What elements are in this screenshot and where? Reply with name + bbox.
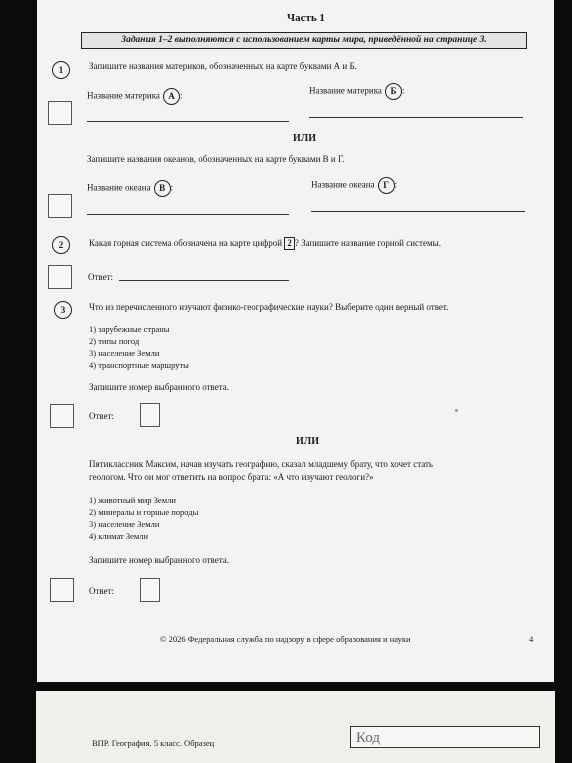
task-3-alt-option-1: 1) животный мир Земли — [89, 495, 176, 505]
ocean-g-label-text: Название океана — [311, 179, 375, 190]
continent-a-label-text: Название материка — [87, 90, 160, 101]
task-2-prompt-end: ? Запишите название горной системы. — [294, 238, 441, 248]
task-3-instruction: Запишите номер выбранного ответа. — [89, 382, 230, 392]
task-3-alt-prompt-line-2: геологом. Что он мог ответить на вопрос брата: «А что изучают геологи?» — [89, 472, 374, 482]
task-1-alt-score-box — [48, 194, 72, 218]
task-3-alt-answer-box[interactable] — [140, 578, 160, 602]
code-field[interactable] — [350, 726, 540, 748]
part-title: Часть 1 — [287, 12, 325, 24]
task-3-option-4: 4) транспортные маршруты — [89, 360, 189, 370]
task-3-answer-label: Ответ: — [89, 411, 115, 421]
letter-g-badge: Г — [378, 177, 395, 194]
instructions-banner: Задания 1–2 выполняются с использованием карты мира, приведённой на странице 3. — [81, 32, 527, 49]
map-digit-box: 2 — [284, 237, 295, 250]
next-page-subject: ВПР. География. 5 класс. Образец — [92, 738, 215, 748]
task-3-option-2: 2) типы погод — [89, 336, 140, 346]
task-2-number: 2 — [52, 236, 70, 254]
task-1-prompt: Запишите названия материков, обозначенных на карте буквами А и Б. — [89, 61, 357, 71]
continent-a-label: Название материка А : — [87, 88, 182, 105]
task-3-number: 3 — [54, 301, 72, 319]
continent-b-label: Название материка Б : — [309, 83, 404, 100]
task-3-alt-score-box — [50, 578, 74, 602]
task-1-number: 1 — [52, 61, 70, 79]
task-3-alt-option-2: 2) минералы и горные породы — [89, 507, 199, 517]
task-2-answer-label: Ответ: — [88, 272, 114, 282]
continent-a-answer-line[interactable] — [87, 121, 289, 122]
task-3-score-box — [50, 404, 74, 428]
task-3-alt-answer-label: Ответ: — [89, 586, 115, 596]
task-3-alt-prompt-line-1: Пятиклассник Максим, начав изучать географию, сказал младшему брату, что хочет стать — [89, 459, 434, 469]
next-page — [36, 691, 555, 763]
task-3-answer-box[interactable] — [140, 403, 160, 427]
task-1-alt-prompt: Запишите названия океанов, обозначенных на карте буквами В и Г. — [87, 154, 345, 164]
letter-b-badge: Б — [385, 83, 402, 100]
ocean-v-answer-line[interactable] — [87, 214, 289, 215]
task-3-alt-option-3: 3) население Земли — [89, 519, 160, 529]
letter-a-badge: А — [163, 88, 180, 105]
task-2-score-box — [48, 265, 72, 289]
ocean-v-label-text: Название океана — [87, 182, 151, 193]
ocean-g-label: Название океана Г : — [311, 177, 397, 194]
or-divider-1: ИЛИ — [293, 133, 317, 144]
continent-b-label-text: Название материка — [309, 85, 382, 96]
task-3-option-1: 1) зарубежные страны — [89, 324, 170, 334]
page-number: 4 — [529, 634, 534, 644]
exam-page — [37, 0, 554, 682]
code-field-label: Код — [356, 730, 380, 746]
task-3-alt-instruction: Запишите номер выбранного ответа. — [89, 555, 230, 565]
copyright-footer: © 2026 Федеральная служба по надзору в сфере образования и науки — [160, 634, 411, 644]
ocean-g-answer-line[interactable] — [311, 211, 525, 212]
task-1-score-box — [48, 101, 72, 125]
continent-b-answer-line[interactable] — [309, 117, 523, 118]
task-2-answer-line[interactable] — [119, 280, 289, 281]
letter-v-badge: В — [154, 180, 171, 197]
task-2-prompt-start: Какая горная система обозначена на карте цифрой — [89, 238, 283, 248]
task-3-option-3: 3) население Земли — [89, 348, 160, 358]
task-2-prompt — [89, 237, 441, 250]
page-speck — [455, 409, 458, 412]
task-3-alt-option-4: 4) климат Земли — [89, 531, 149, 541]
ocean-v-label: Название океана В : — [87, 180, 173, 197]
task-3-prompt: Что из перечисленного изучают физико-географические науки? Выберите один верный ответ. — [89, 302, 449, 312]
or-divider-2: ИЛИ — [296, 436, 320, 447]
